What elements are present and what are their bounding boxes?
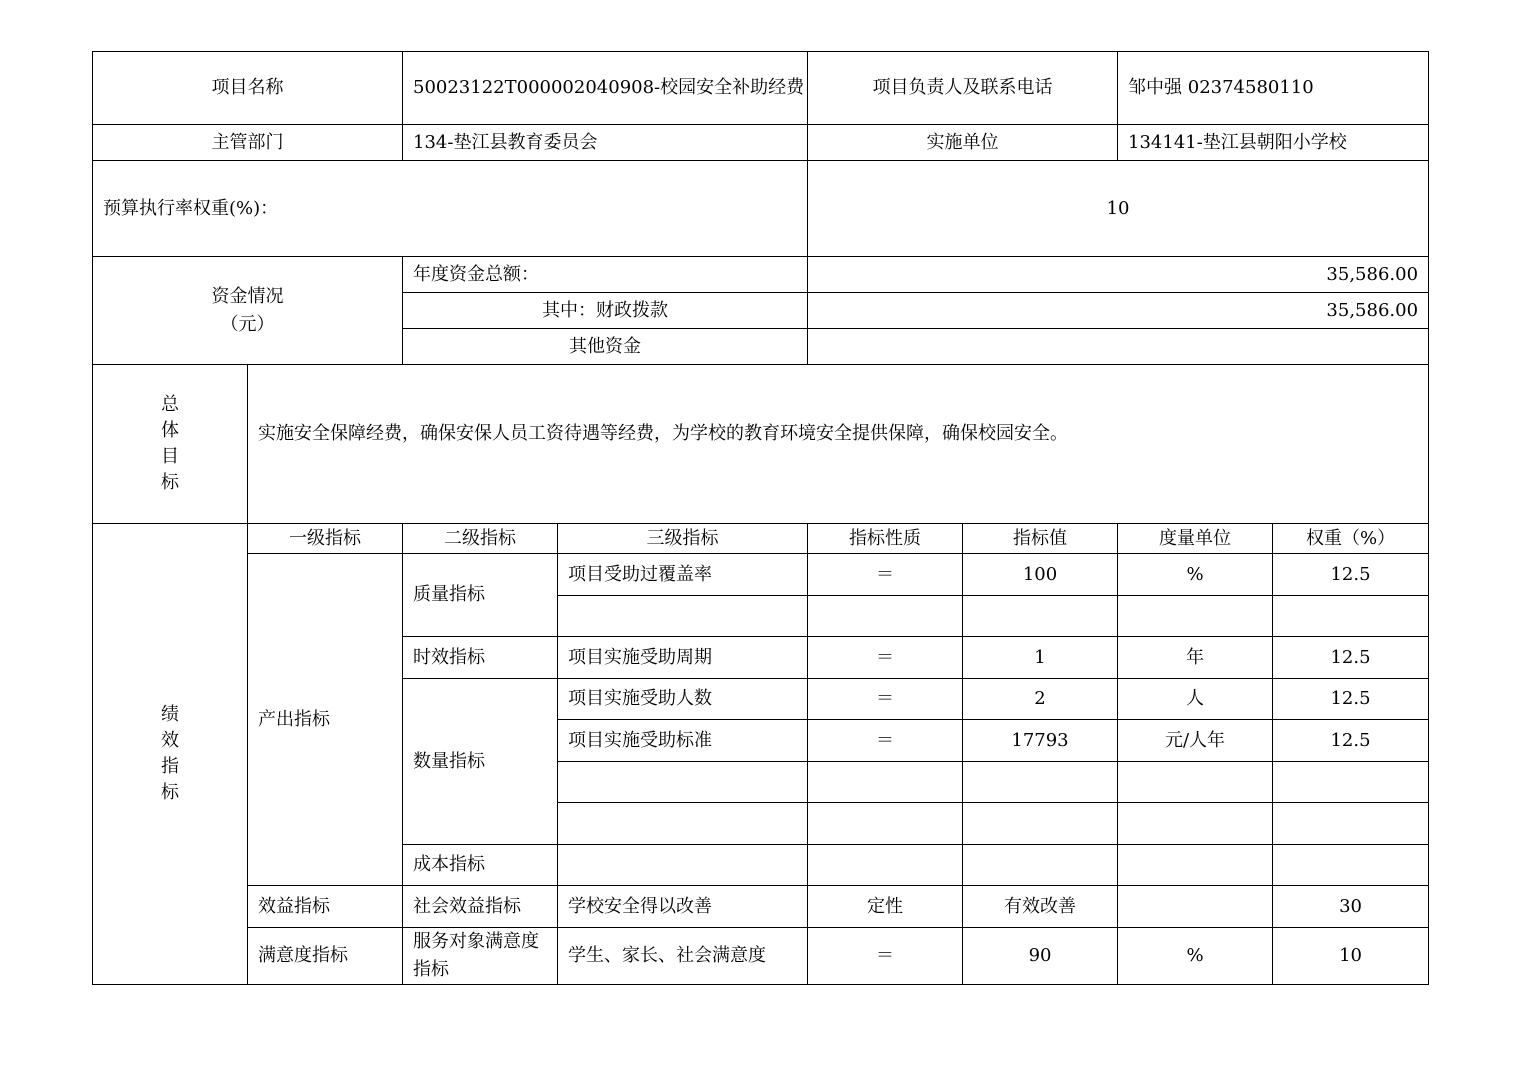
indicator-unit: 年 <box>1118 637 1273 679</box>
indicator-unit: 人 <box>1118 679 1273 720</box>
funds-label-line1: 资金情况 <box>211 285 284 307</box>
empty-cell <box>963 762 1118 803</box>
indicator-value: 17793 <box>963 720 1118 762</box>
project-name-row <box>93 52 1429 125</box>
indicator-unit: % <box>1118 554 1273 596</box>
indicator-nature: 定性 <box>808 886 963 928</box>
indicator-nature: ＝ <box>808 720 963 762</box>
project-name-label: 项目名称 <box>93 52 403 125</box>
indicator-weight: 12.5 <box>1273 554 1429 596</box>
indicator-name: 项目受助过覆盖率 <box>558 554 808 596</box>
department-row <box>93 125 1429 161</box>
empty-cell <box>1273 845 1429 886</box>
funds-other-label: 其他资金 <box>403 329 808 365</box>
empty-cell <box>808 803 963 845</box>
empty-cell <box>1118 596 1273 637</box>
indicator-nature: ＝ <box>808 928 963 985</box>
funds-label <box>93 257 403 365</box>
indicator-weight: 12.5 <box>1273 720 1429 762</box>
goal-label-char: 标 <box>161 472 179 493</box>
col-header-unit: 度量单位 <box>1118 524 1273 554</box>
funds-total-label: 年度资金总额： <box>403 257 808 293</box>
indicator-header-row <box>93 524 1429 554</box>
goal-label-char: 目 <box>161 446 179 467</box>
indicator-weight: 12.5 <box>1273 637 1429 679</box>
indicator-value: 100 <box>963 554 1118 596</box>
project-name-value: 50023122T000002040908-校园安全补助经费 <box>403 52 808 125</box>
timeliness-indicator-label: 时效指标 <box>403 637 558 679</box>
col-header-level1: 一级指标 <box>248 524 403 554</box>
indicators-label-char: 效 <box>161 730 179 751</box>
indicator-value: 有效改善 <box>963 886 1118 928</box>
social-benefit-indicator-label: 社会效益指标 <box>403 886 558 928</box>
empty-cell <box>963 803 1118 845</box>
leader-value: 邹中强 02374580110 <box>1118 52 1429 125</box>
indicator-weight: 12.5 <box>1273 679 1429 720</box>
quality-indicator-label: 质量指标 <box>403 554 558 637</box>
indicator-name: 项目实施受助周期 <box>558 637 808 679</box>
indicator-name: 学校安全得以改善 <box>558 886 808 928</box>
indicator-nature: ＝ <box>808 679 963 720</box>
quantity-indicator-label: 数量指标 <box>403 679 558 845</box>
col-header-level3: 三级指标 <box>558 524 808 554</box>
empty-cell <box>1273 596 1429 637</box>
indicator-value: 90 <box>963 928 1118 985</box>
indicator-unit: % <box>1118 928 1273 985</box>
budget-rate-label: 预算执行率权重(%)： <box>93 161 808 257</box>
dept-value: 134-垫江县教育委员会 <box>403 125 808 161</box>
funds-fiscal-label: 其中：财政拨款 <box>403 293 808 329</box>
col-header-weight: 权重（%） <box>1273 524 1429 554</box>
leader-label: 项目负责人及联系电话 <box>808 52 1118 125</box>
empty-cell <box>1273 803 1429 845</box>
table-row <box>93 928 1429 985</box>
dept-label: 主管部门 <box>93 125 403 161</box>
satisfaction-indicator-label: 满意度指标 <box>248 928 403 985</box>
cost-indicator-label: 成本指标 <box>403 845 558 886</box>
indicator-nature: ＝ <box>808 637 963 679</box>
table-row <box>93 886 1429 928</box>
empty-cell <box>1118 762 1273 803</box>
indicator-weight: 30 <box>1273 886 1429 928</box>
indicator-name: 项目实施受助人数 <box>558 679 808 720</box>
indicators-label-char: 标 <box>161 782 179 803</box>
empty-cell <box>558 803 808 845</box>
impl-value: 134141-垫江县朝阳小学校 <box>1118 125 1429 161</box>
indicator-value: 1 <box>963 637 1118 679</box>
empty-cell <box>1118 803 1273 845</box>
indicator-name: 项目实施受助标准 <box>558 720 808 762</box>
funds-total-value: 35,586.00 <box>808 257 1429 293</box>
funds-other-value <box>808 329 1429 365</box>
indicator-value: 2 <box>963 679 1118 720</box>
empty-cell <box>808 845 963 886</box>
col-header-level2: 二级指标 <box>403 524 558 554</box>
indicator-unit: 元/人年 <box>1118 720 1273 762</box>
goal-row <box>93 365 1429 524</box>
indicators-label-char: 指 <box>161 756 179 777</box>
budget-rate-value: 10 <box>808 161 1429 257</box>
performance-target-table <box>92 51 1429 985</box>
funds-fiscal-value: 35,586.00 <box>808 293 1429 329</box>
empty-cell <box>558 762 808 803</box>
empty-cell <box>808 762 963 803</box>
indicator-weight: 10 <box>1273 928 1429 985</box>
funds-label-line2: （元） <box>220 313 275 335</box>
empty-cell <box>1273 762 1429 803</box>
goal-text: 实施安全保障经费，确保安保人员工资待遇等经费，为学校的教育环境安全提供保障，确保校园安全。 <box>248 365 1429 524</box>
col-header-value: 指标值 <box>963 524 1118 554</box>
goal-label <box>93 365 248 524</box>
output-indicator-label: 产出指标 <box>248 554 403 886</box>
impl-label: 实施单位 <box>808 125 1118 161</box>
goal-label-char: 总 <box>161 394 179 415</box>
empty-cell <box>1118 845 1273 886</box>
indicators-label-char: 绩 <box>161 704 179 725</box>
goal-label-char: 体 <box>161 420 179 441</box>
table-row <box>93 554 1429 596</box>
budget-rate-row <box>93 161 1429 257</box>
funds-total-row <box>93 257 1429 293</box>
indicators-label <box>93 524 248 985</box>
col-header-nature: 指标性质 <box>808 524 963 554</box>
empty-cell <box>963 596 1118 637</box>
empty-cell <box>558 596 808 637</box>
empty-cell <box>963 845 1118 886</box>
indicator-nature: ＝ <box>808 554 963 596</box>
indicator-unit <box>1118 886 1273 928</box>
empty-cell <box>558 845 808 886</box>
benefit-indicator-label: 效益指标 <box>248 886 403 928</box>
service-satisfaction-indicator-label: 服务对象满意度指标 <box>403 928 558 985</box>
indicator-name: 学生、家长、社会满意度 <box>558 928 808 985</box>
empty-cell <box>808 596 963 637</box>
